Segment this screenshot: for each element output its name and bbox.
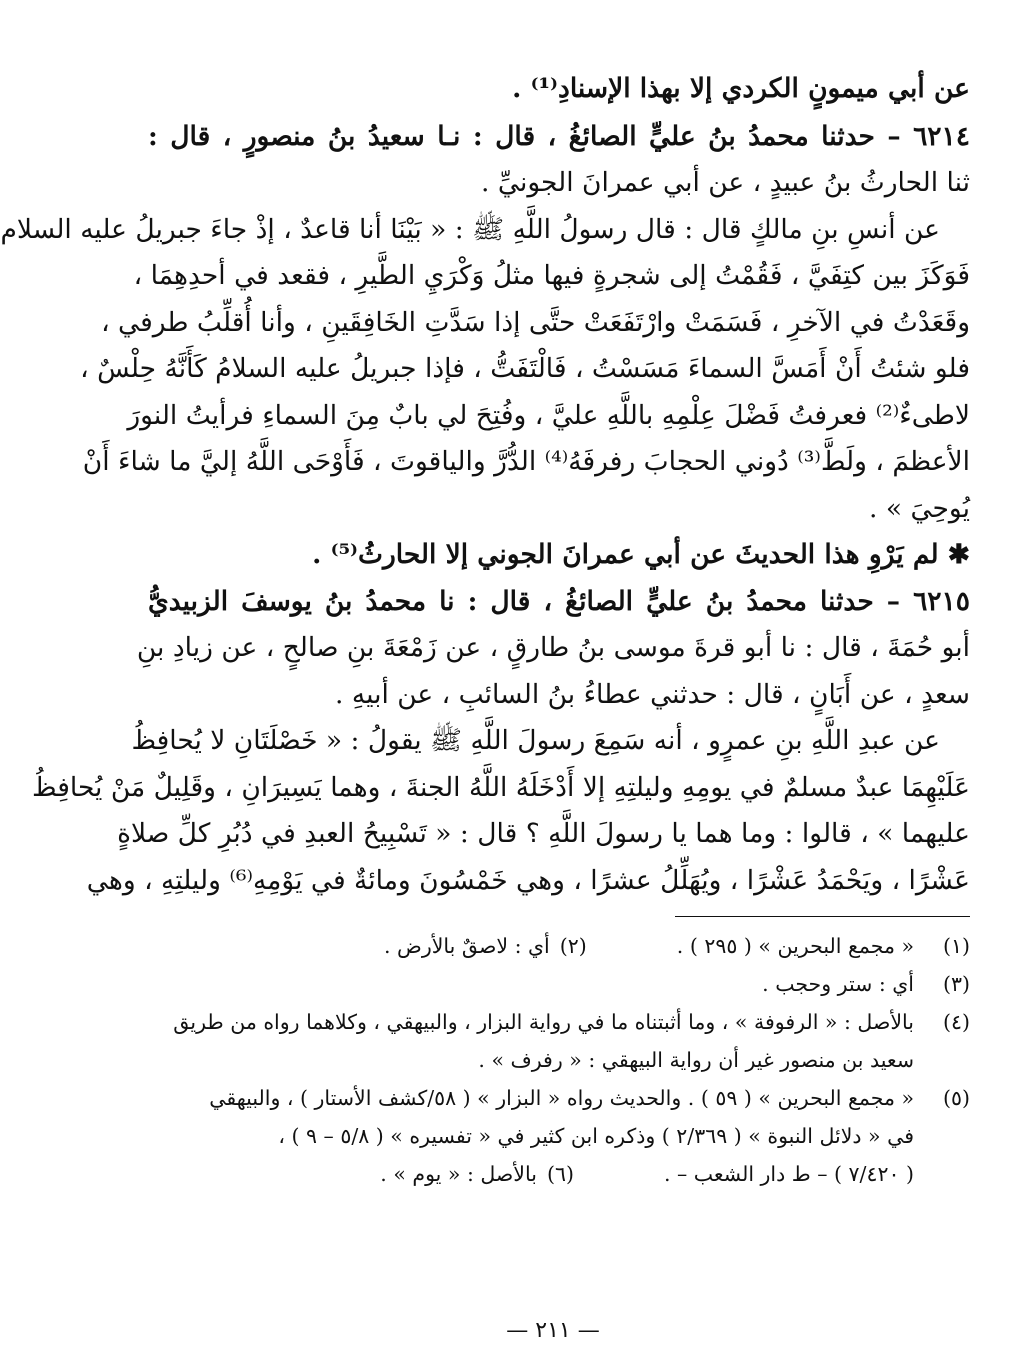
- footnote-number: (٤): [942, 1010, 970, 1034]
- footnote-text: بالأصل : « الرفوفة » ، وما أثبتناه ما في رواية البزار ، والبيهقي ، وكلاهما رواه من طريق: [173, 1010, 914, 1034]
- footnote-row: [148, 1079, 970, 1117]
- footnote-text: في « دلائل النبوة » ( ٢/٣٦٩ ) وذكره ابن كثير في « تفسيره » ( ٥/٨ – ٩ ) ،: [278, 1124, 914, 1148]
- footnote-row: [148, 1117, 970, 1155]
- footnote-separator: [675, 916, 970, 917]
- text-line: فَوَكَزَ بين كتِفَيَّ ، فَقُمْتُ إلى شجرةٍ فيها مثلُ وَكْرَيِ الطَّيرِ ، فقعد في أحدِهِمَا ،: [133, 260, 970, 291]
- footnote-spacer: [574, 1155, 664, 1193]
- footnote-text: بالأصل : « يوم » .: [380, 1162, 537, 1186]
- footnote-text: أي : ستر وحجب .: [762, 972, 914, 996]
- footnote-row: [148, 965, 970, 1003]
- footnote-indent: [914, 1041, 970, 1079]
- page-number: — ٢١١ —: [506, 1318, 600, 1343]
- text-line: الأعظمَ ، ولَطَّ⁽³⁾ دُوني الحجابَ رفرفَهُ⁽⁴⁾ الدُّرَّ والياقوتَ ، فَأَوْحَى اللَّهُ إليَّ ما شاءَ أَنْ: [82, 446, 970, 477]
- footnote-number: (٣): [942, 972, 970, 996]
- main-text: [0, 66, 970, 904]
- footnote-text: « مجمع البحرين » ( ٢٩٥ ) .: [676, 934, 914, 958]
- footnote-text: سعيد بن منصور غير أن رواية البيهقي : « رفرف » .: [478, 1048, 914, 1072]
- footnote-number: (١): [942, 934, 970, 958]
- footnote-row: [148, 1003, 970, 1041]
- text-line: يُوحِيَ » .: [868, 492, 970, 524]
- text-line: سعدٍ ، عن أَبَانٍ ، قال : حدثني عطاءُ بنُ السائبِ ، عن أبيهِ .: [335, 678, 970, 710]
- text-line: عن أبي ميمونٍ الكردي إلا بهذا الإسنادِ⁽¹⁾ .: [512, 73, 970, 104]
- footnote-indent: [914, 1117, 970, 1155]
- footnotes: [148, 927, 970, 1193]
- footnote-text: « مجمع البحرين » ( ٥٩ ) . والحديث رواه « البزار » ( ٥٨/كشف الأستار ) ، والبيهقي: [209, 1086, 914, 1110]
- text-line: عليهما » ، قالوا : وما هما يا رسولَ اللَّهِ ؟ قال : « تَسْبِيحُ العبدِ في دُبُرِ كلِّ صلاةٍ: [117, 818, 970, 849]
- text-line: لاطىءٌ⁽²⁾ فعرفتُ فَضْلَ عِلْمِهِ باللَّهِ عليَّ ، وفُتِحَ لي بابٌ مِنَ السماءِ فرأيتُ النورَ: [127, 399, 970, 431]
- footnote-row: [148, 1155, 970, 1193]
- text-line: عَلَيْهِمَا عبدٌ مسلمٌ في يومِهِ وليلتِهِ إلا أَدْخَلَهُ اللَّهُ الجنةَ ، وهما يَسِيرَانِ ، وقَلِيلٌ مَنْ يُحافِظُ: [32, 771, 970, 803]
- footnote-indent: [914, 1155, 970, 1193]
- text-line: أبو حُمَةَ ، قال : نا أبو قرةَ موسى بنُ طارقٍ ، عن زَمْعَةَ بنِ صالحٍ ، عن زيادِ بنِ: [136, 632, 970, 663]
- text-line: ثنا الحارثُ بنُ عبيدٍ ، عن أبي عمرانَ الجونيِّ .: [481, 167, 970, 198]
- footnote-spacer: [587, 927, 677, 965]
- footnote-text: ( ٧/٤٢٠ ) – ط دار الشعب – .: [663, 1162, 914, 1186]
- text-line: عن عبدِ اللَّهِ بنِ عمرٍو ، أنه سَمِعَ رسولَ اللَّهِ ﷺ يقولُ : « خَصْلَتَانِ لا يُحافِظُ: [131, 725, 940, 756]
- hadith-6214-heading: ٦٢١٤ – حدثنا محمدُ بنُ عليٍّ الصائغُ ، قال : نـا سعيدُ بنُ منصورٍ ، قال :: [148, 120, 970, 152]
- footnote-number: (٦): [546, 1162, 574, 1186]
- text-line: فلو شئتُ أَنْ أَمَسَّ السماءَ مَسَسْتُ ، فَالْتَفَتُّ ، فإذا جبريلُ عليه السلامُ كَأَنَّهُ حِلْسٌ ،: [80, 353, 970, 384]
- footnote-number: (٥): [942, 1086, 970, 1110]
- text-line: عَشْرًا ، ويَحْمَدُ عَشْرًا ، ويُهَلِّلُ عشرًا ، وهي خَمْسُونَ ومائةٌ في يَوْمِهِ⁽⁶⁾ وليلتِهِ ، وهي: [86, 864, 970, 896]
- tabarani-comment: ✱ لم يَرْوِ هذا الحديثَ عن أبي عمرانَ الجوني إلا الحارثُ⁽⁵⁾ .: [312, 539, 970, 570]
- footnote-row: [148, 927, 970, 965]
- footnote-number: (٢): [559, 934, 587, 958]
- footnote-text: أي : لاصقٌ بالأرض .: [384, 934, 550, 958]
- footnote-row: [148, 1041, 970, 1079]
- text-line: عن أنسِ بنِ مالكٍ قال : قال رسولُ اللَّهِ ﷺ : « بَيْنَا أنا قاعدٌ ، إذْ جاءَ جبريلُ عليه السلام: [0, 213, 940, 245]
- hadith-6215-heading: ٦٢١٥ – حدثنا محمدُ بنُ عليٍّ الصائغُ ، قال : نا محمدُ بنُ يوسفَ الزبيديُّ: [148, 585, 970, 617]
- text-line: وقَعَدْتُ في الآخرِ ، فَسَمَتْ وارْتَفَعَتْ حتَّى إذا سَدَّتِ الخَافِقَينِ ، وأنا أُقلِّبُ طرفي ،: [101, 306, 970, 338]
